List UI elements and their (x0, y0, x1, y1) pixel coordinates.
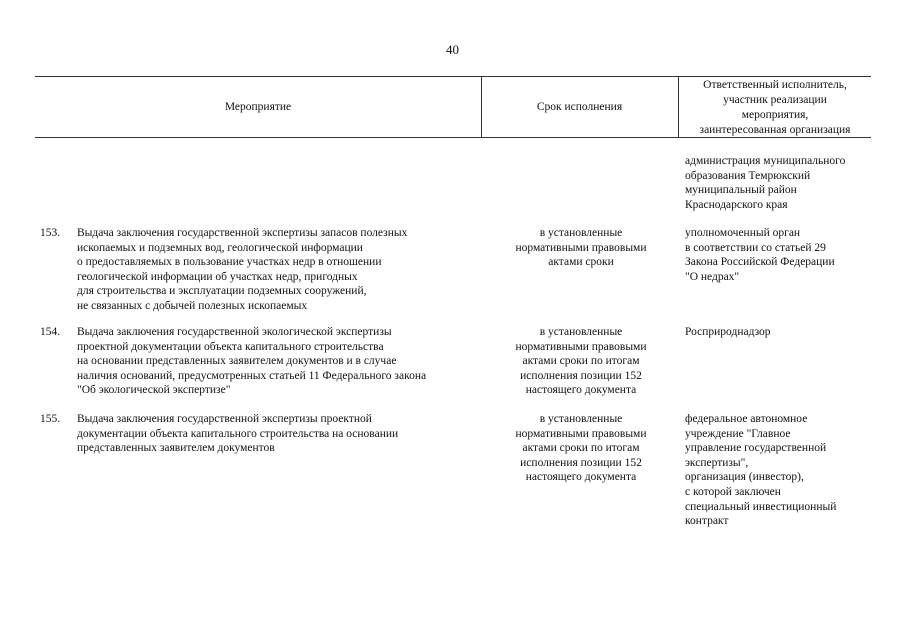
row-154-responsible: Росприроднадзор (685, 326, 771, 338)
continuation-responsible: администрация муниципального образования Темрюкский муниципальный район Краснодарского края (685, 155, 846, 211)
row-153-responsible: уполномоченный орган в соответствии со статьей 29 Закона Российской Федерации "О недрах" (685, 227, 835, 283)
header-term: Срок исполнения (536, 101, 623, 113)
row-154-event: Выдача заключения государственной экологической экспертизы проектной документации объекта капитального строительства на основании представленных заявителем документов и в случае наличия оснований, предусмотренных статьей 11 Федерального закона "Об экологической экспертизе" (77, 326, 427, 397)
row-153-event: Выдача заключения государственной экспертизы запасов полезных ископаемых и подземных вод, геологической информации о предоставляемых в пользование участках недр в отношении геологической информации об участках недр, пригодных для строительства и эксплуатации подземных сооружений, не связанных с добычей полезных ископаемых (77, 227, 408, 312)
row-153-term: в установленные нормативными правовыми актами сроки (515, 227, 647, 269)
table-top-rule (35, 76, 871, 77)
row-155-term: в установленные нормативными правовыми актами сроки по итогам исполнения позиции 152 настоящего документа (515, 413, 647, 484)
row-153-number: 153. (40, 227, 61, 239)
row-155-responsible: федеральное автономное учреждение "Главное управление государственной экспертизы", организация (инвестор), с которой заключен специальный инвестиционный контракт (685, 413, 837, 528)
page-number: 40 (446, 42, 459, 57)
row-155-event: Выдача заключения государственной экспертизы проектной документации объекта капитального строительства на основании представленных заявителем документов (77, 413, 399, 455)
row-155-number: 155. (40, 413, 61, 425)
header-responsible: Ответственный исполнитель, участник реализации мероприятия, заинтересованная организация (699, 79, 851, 136)
row-154-number: 154. (40, 326, 61, 338)
row-154-term: в установленные нормативными правовыми актами сроки по итогам исполнения позиции 152 настоящего документа (515, 326, 647, 397)
header-event: Мероприятие (224, 101, 292, 113)
